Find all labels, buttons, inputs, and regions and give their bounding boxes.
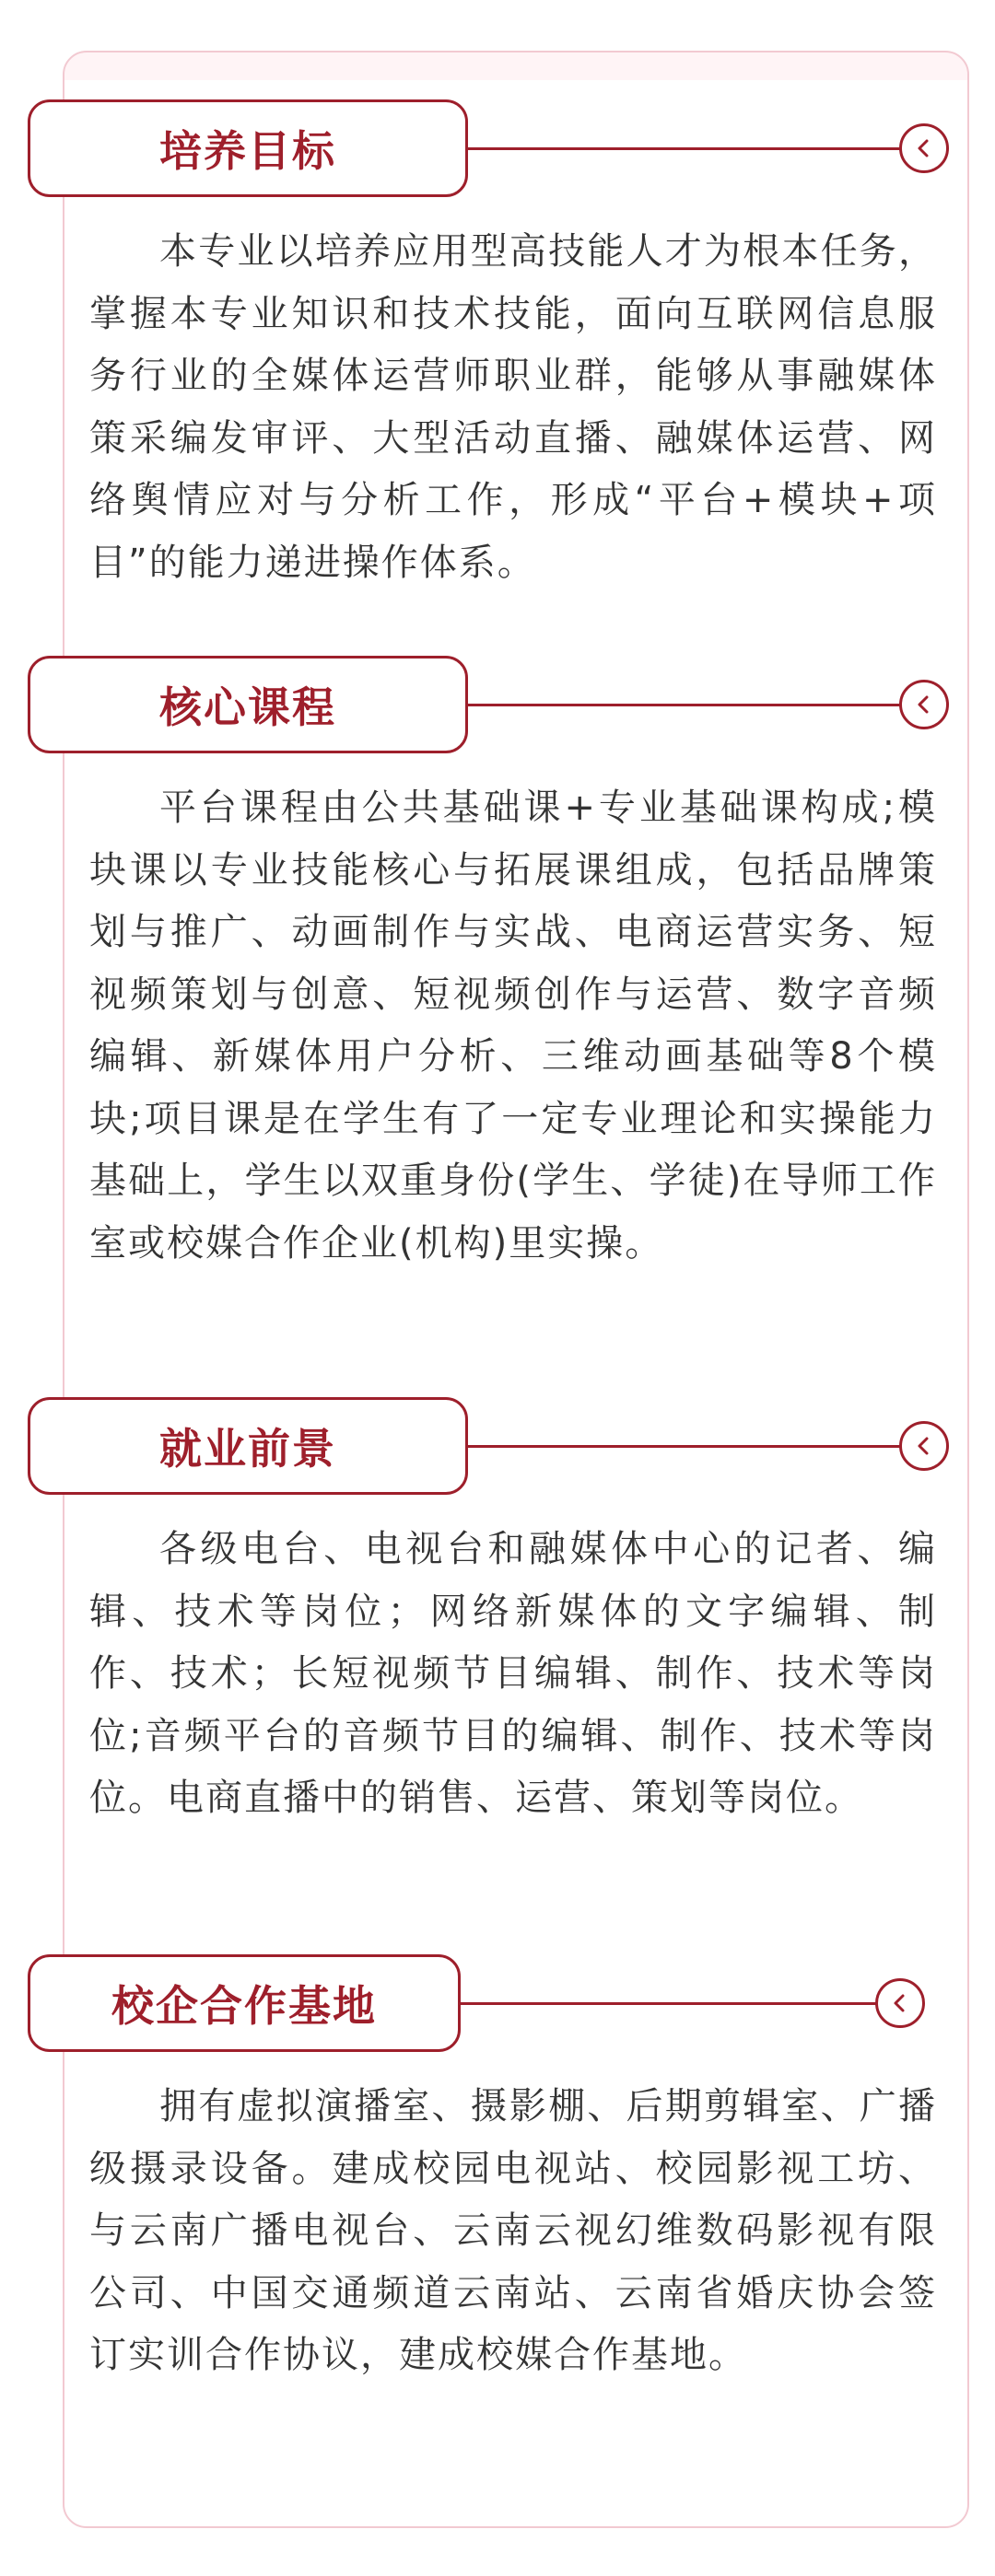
chevron-left-icon [914,138,934,158]
section-body-cooperation-base: 拥有虚拟演播室、摄影棚、后期剪辑室、广播级摄录设备。建成校园电视站、校园影视工坊、与云南广播电视台、云南云视幻维数码影视有限公司、中国交通频道云南站、云南省婚庆协会签订实训合作协议，建成校媒合作基地。 [89,2085,937,2376]
section-divider-line [461,147,921,150]
section-title: 校企合作基地 [111,1981,377,2031]
section-toggle-button[interactable] [899,680,949,729]
section-header-training-goals [28,99,958,201]
section-divider-line [461,704,921,706]
section-title: 就业前景 [159,1424,336,1474]
section-title-tag [28,99,468,197]
section-toggle-button[interactable] [899,1421,949,1471]
section-body-training-goals: 本专业以培养应用型高技能人才为根本任务，掌握本专业知识和技术技能，面向互联网信息服务行业的全媒体运营师职业群，能够从事融媒体策采编发审评、大型活动直播、融媒体运营、网络舆情应对与分析工作，形成“平台+模块+项目”的能力递进操作体系。 [89,230,937,584]
section-header-cooperation-base [28,1954,958,2056]
section-body-career-prospects: 各级电台、电视台和融媒体中心的记者、编辑、技术等岗位；网络新媒体的文字编辑、制作、技术；长短视频节目编辑、制作、技术等岗位;音频平台的音频节目的编辑、制作、技术等岗位。电商直播中的销售、运营、策划等岗位。 [89,1528,937,1819]
section-divider-line [461,1445,921,1448]
section-body-core-courses: 平台课程由公共基础课+专业基础课构成;模块课以专业技能核心与拓展课组成，包括品牌策划与推广、动画制作与实战、电商运营实务、短视频策划与创意、短视频创作与运营、数字音频编辑、新媒体用户分析、三维动画基础等8个模块;项目课是在学生有了一定专业理论和实操能力基础上，学生以双重身份(学生、学徒)在导师工作室或校媒合作企业(机构)里实操。 [89,787,937,1265]
section-toggle-button[interactable] [875,1978,925,2028]
section-title-tag [28,1954,461,2052]
section-title-tag [28,656,468,753]
section-header-career-prospects [28,1397,958,1498]
section-title: 培养目标 [159,126,336,176]
chevron-left-icon [914,1436,934,1456]
chevron-left-icon [914,694,934,715]
section-toggle-button[interactable] [899,123,949,173]
section-title-tag [28,1397,468,1495]
section-divider-line [453,2002,896,2005]
section-title: 核心课程 [159,682,336,732]
chevron-left-icon [890,1993,910,2013]
section-header-core-courses [28,656,958,757]
